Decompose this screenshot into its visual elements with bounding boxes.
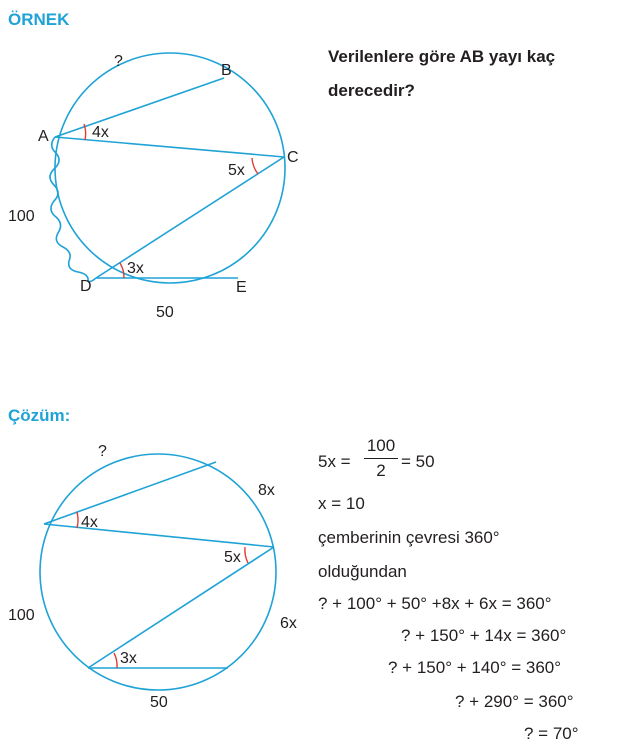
step1-rhs: = 50 [401,452,435,471]
point-e-label: E [236,279,247,296]
example-circle-figure [0,0,320,340]
angle-d-label: 3x [127,260,144,277]
unknown-arc-label: ? [114,53,123,70]
angle-a-label: 4x [92,124,109,141]
step6: ? + 150° + 14x = 360° [401,626,567,645]
solution-angle-mark-a [77,512,78,528]
step1-lhs: 5x = [318,452,351,471]
example-circle [55,53,285,283]
step1-denominator: 2 [376,461,386,480]
solution-angle-c-label: 5x [224,549,241,566]
arc-de-label: 50 [156,304,174,321]
point-c-label: C [287,149,299,166]
angle-c-label: 5x [228,162,245,179]
arc-ad-label: 100 [8,208,35,225]
solution-angle-mark-d [114,653,117,668]
step5: ? + 100° + 50° +8x + 6x = 360° [318,594,552,613]
angle-mark-d [120,263,124,278]
chord-cd [96,157,284,278]
solution-angle-a-label: 4x [81,514,98,531]
step7: ? + 150° + 140° = 360° [388,658,562,677]
solution-arc-ad-label: 100 [8,607,35,624]
arc-ce-label: 6x [280,615,297,632]
solution-angle-mark-c [245,547,248,563]
step1-fraction [364,436,398,481]
step9: ? = 70° [524,724,579,743]
solution-chord-ac [44,524,274,547]
step2: x = 10 [318,494,365,513]
chord-ab [55,78,224,137]
question-text: Verilenlere göre AB yayı kaç derecedir? [328,47,556,100]
solution-unknown-arc-label: ? [98,443,107,460]
angle-mark-c [252,158,258,174]
solution-arc-de-label: 50 [150,694,168,711]
point-b-label: B [221,62,232,79]
step3: çemberinin çevresi 360° [318,528,500,547]
solution-circle [40,454,276,690]
solution-circle-figure [0,420,320,751]
arc-bc-label: 8x [258,482,275,499]
point-d-label: D [80,278,92,295]
example-heading: ÖRNEK [8,10,70,29]
step4: olduğundan [318,562,407,581]
solution-heading: Çözüm: [8,406,71,425]
step8: ? + 290° = 360° [455,692,574,711]
point-a-label: A [38,128,49,145]
step1-numerator: 100 [364,436,398,459]
angle-mark-a [84,124,86,140]
arc-ad-wavy [50,137,96,282]
solution-angle-d-label: 3x [120,650,137,667]
chord-ac [55,137,284,157]
